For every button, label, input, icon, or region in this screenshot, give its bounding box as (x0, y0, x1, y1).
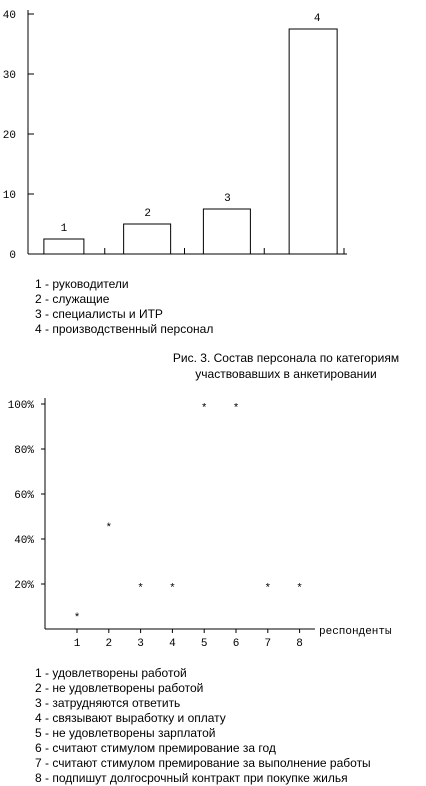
y-tick-label: 20 (2, 130, 16, 142)
bar-data-label: 3 (224, 193, 231, 205)
y-tick-label: 10 (2, 190, 16, 202)
scatter-legend-item: 7 - считают стимулом премирование за выполнение работы (35, 756, 371, 770)
bar-data-label: 1 (60, 223, 68, 235)
x-tick-label: 7 (264, 638, 272, 650)
bar-legend-item: 4 - производственный персонал (35, 322, 214, 336)
bar-data-label: 4 (313, 13, 321, 25)
bar-legend-item: 3 - специалисты и ИТР (35, 307, 163, 321)
data-point: * (232, 403, 240, 415)
data-point: * (296, 583, 303, 595)
x-tick-label: 3 (137, 638, 144, 650)
scatter-chart-legend (35, 666, 371, 786)
x-tick-label: 6 (232, 638, 240, 650)
y-tick-label: 0 (9, 250, 16, 262)
data-point: * (264, 583, 272, 595)
y-tick-label: 30 (2, 70, 16, 82)
scatter-legend-item: 8 - подпишут долгосрочный контракт при покупке жилья (35, 771, 348, 785)
data-point: * (200, 403, 208, 415)
bar-legend-item: 1 - руководители (35, 277, 129, 291)
scatter-legend-item: 6 - считают стимулом премирование за год (35, 741, 276, 755)
scatter-legend-item: 1 - удовлетворены работой (35, 666, 187, 680)
x-axis-label: респонденты (319, 626, 392, 638)
scatter-legend-item: 5 - не удовлетворены зарплатой (35, 726, 216, 740)
x-tick-label: 1 (73, 638, 81, 650)
caption-line: Рис. 3. Состав персонала по категориям (172, 351, 400, 365)
data-point: * (105, 522, 113, 535)
y-tick-label: 100% (7, 400, 34, 412)
y-tick-label: 80% (14, 445, 34, 457)
data-point: * (137, 583, 144, 595)
bar-data-label: 2 (144, 208, 151, 220)
data-point: * (169, 583, 176, 595)
scatter-legend-item: 2 - не удовлетворены работой (35, 681, 204, 695)
y-tick-label: 20% (14, 580, 34, 592)
x-tick-label: 5 (200, 638, 208, 650)
bar-legend-item: 2 - служащие (35, 292, 110, 306)
x-tick-label: 2 (105, 638, 113, 650)
y-tick-label: 60% (14, 490, 34, 502)
y-tick-label: 40 (2, 10, 16, 22)
data-point: * (73, 612, 81, 625)
x-tick-label: 4 (169, 638, 176, 650)
scatter-legend-item: 4 - связывают выработку и оплату (35, 711, 226, 725)
x-tick-label: 8 (296, 638, 303, 650)
caption-line: участвовавших в анкетировании (195, 367, 377, 381)
y-tick-label: 40% (14, 535, 34, 547)
scatter-legend-item: 3 - затрудняются ответить (35, 696, 181, 710)
